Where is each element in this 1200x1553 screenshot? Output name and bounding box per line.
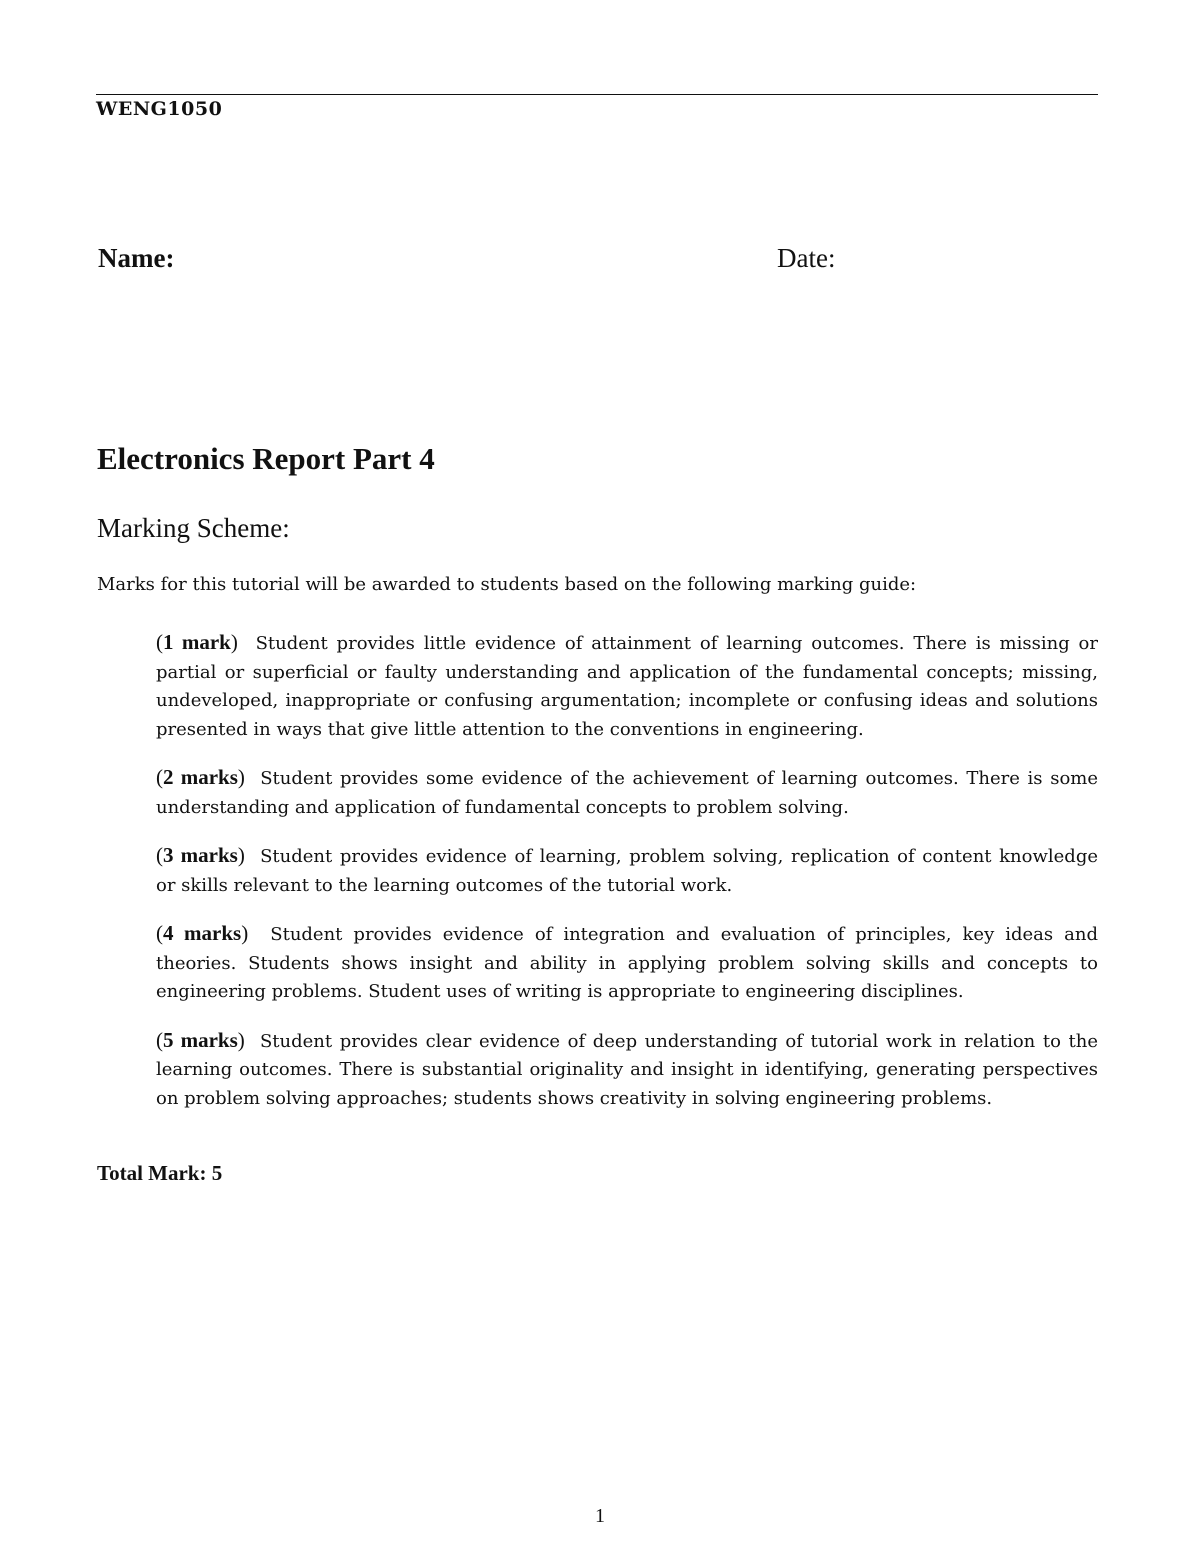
mark-label: (1 mark) (156, 630, 238, 654)
total-mark: Total Mark: 5 (97, 1161, 223, 1185)
mark-label: (4 marks) (156, 921, 249, 945)
criterion-3-marks (156, 841, 1098, 900)
criterion-text: Student provides little evidence of attainment of learning outcomes. There is missing or partial or superficial or faulty understanding and application of the fundamental concepts; missing, undeveloped, inappropriate or confusing argumentation; incomplete or confusing ideas and solutions presented in ways that give little attention to the conventions in engineering. (156, 633, 1098, 740)
mark-label: (5 marks) (156, 1027, 245, 1052)
criterion-text: Student provides clear evidence of deep understanding of tutorial work in relation to the learning outcomes. There is substantial originality and insight in identifying, generating perspectives on problem solving approaches; students shows creativity in solving engineering problems. (156, 1030, 1098, 1109)
marking-scheme-heading: Marking Scheme: (97, 513, 290, 543)
date-label: Date: (777, 243, 836, 273)
criteria-list (156, 628, 1098, 1132)
criterion-text: Student provides some evidence of the achievement of learning outcomes. There is some understanding and application of fundamental concepts to problem solving. (156, 768, 1099, 818)
name-label: Name: (98, 243, 175, 273)
mark-label: (2 marks) (156, 765, 245, 789)
criterion-5-marks (156, 1026, 1098, 1114)
criterion-text: Student provides evidence of integration and evaluation of principles, key ideas and theories. Students shows insight and ability in applying problem solving skills and concepts to engineering problems. Student uses of writing is appropriate to engineering disciplines. (156, 924, 1098, 1002)
criterion-4-marks (156, 919, 1098, 1007)
criterion-text: Student provides evidence of learning, problem solving, replication of content knowledge or skills relevant to the learning outcomes of the tutorial work. (156, 846, 1098, 896)
header-rule (96, 94, 1098, 95)
report-title: Electronics Report Part 4 (97, 441, 435, 476)
intro-paragraph: Marks for this tutorial will be awarded to students based on the following marking guide: (97, 574, 917, 595)
course-code: WENG1050 (96, 98, 223, 120)
mark-label: (3 marks) (156, 843, 245, 867)
criterion-1-mark (156, 628, 1098, 744)
page-number: 1 (595, 1505, 605, 1527)
criterion-2-marks (156, 763, 1098, 822)
